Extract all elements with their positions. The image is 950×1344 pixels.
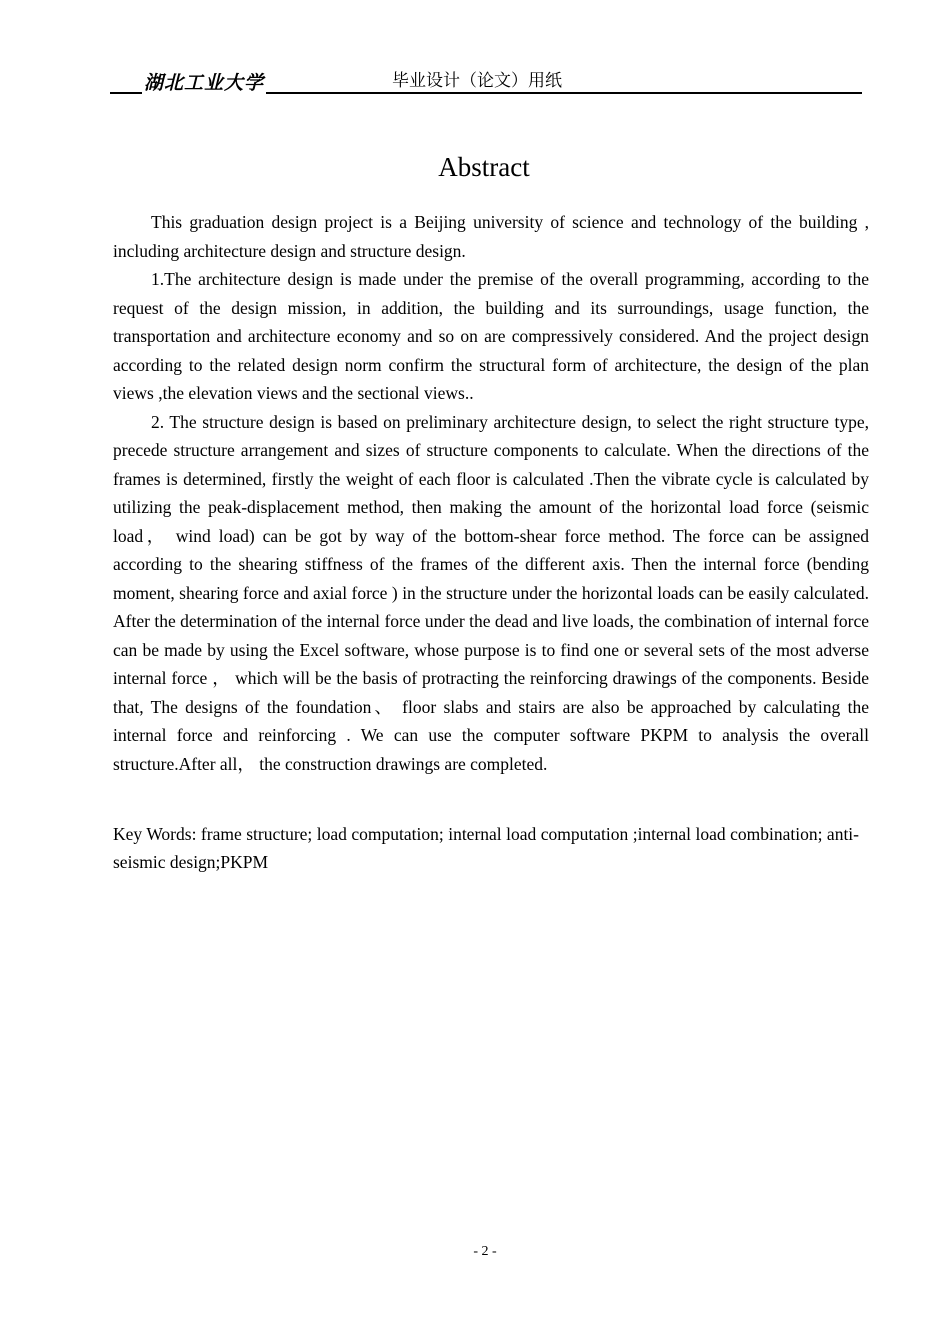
header-title: 毕业设计（论文）用纸 bbox=[390, 66, 564, 91]
page-number: - 2 - bbox=[473, 1244, 497, 1259]
abstract-body bbox=[113, 208, 869, 778]
keywords: Key Words: frame structure; load computation; internal load computation ;internal load combination; anti-seismic design;PKPM bbox=[113, 824, 859, 872]
university-logo: 湖北工业大学 bbox=[142, 68, 266, 95]
abstract-paragraph-2: 1.The architecture design is made under the premise of the overall programming, according to the request of the design mission, in addition, the building and its surroundings, usage function, the transportation and architecture economy and so on are compressively considered. And the project design according to the related design norm confirm the structural form of architecture, the design of the plan views ,the elevation views and the sectional views.. bbox=[113, 269, 869, 403]
abstract-paragraph-1: This graduation design project is a Beijing university of science and technology of the building , including architecture design and structure design. bbox=[113, 212, 869, 261]
page-title: Abstract bbox=[438, 152, 530, 182]
page-header bbox=[110, 62, 862, 94]
abstract-paragraph-3: 2. The structure design is based on preliminary architecture design, to select the right structure type, precede structure arrangement and sizes of structure components to calculate. When the directions of the frames is determined, firstly the weight of each floor is calculated .Then the vibrate cycle is calculated by utilizing the peak-displacement method, then making the amount of the horizontal load force (seismic load， wind load) can be got by way of the bottom-shear force method. The force can be assigned according to the shearing stiffness of the frames of the different axis. Then the internal force (bending moment, shearing force and axial force ) in the structure under the horizontal loads can be easily calculated. After the determination of the internal force under the dead and live loads, the combination of internal force can be made by using the Excel software, whose purpose is to find one or several sets of the most adverse internal force ， which will be the basis of protracting the reinforcing drawings of the components. Beside that, The designs of the foundation、 floor slabs and stairs are also be approached by calculating the internal force and reinforcing . We can use the computer software PKPM to analysis the overall structure.After all， the construction drawings are completed. bbox=[113, 411, 869, 774]
